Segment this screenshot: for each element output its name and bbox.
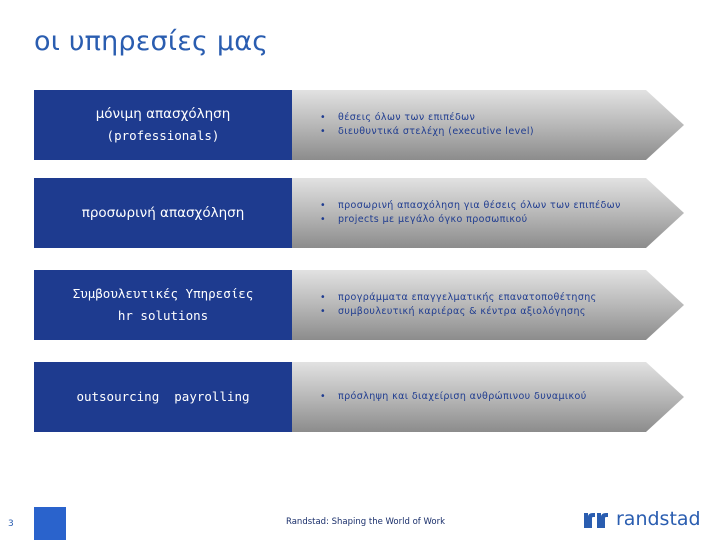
service-details xyxy=(320,90,534,160)
randstad-logo-icon xyxy=(584,510,608,528)
service-details xyxy=(320,362,587,432)
detail-item: • διευθυντικά στελέχη (executive level) xyxy=(320,126,535,137)
footer-text: Randstad: Shaping the World of Work xyxy=(286,517,446,527)
detail-item: • προσωρινή απασχόληση για θέσεις όλων των επιπέδων xyxy=(320,200,621,211)
logo-text: randstad xyxy=(616,508,701,530)
service-label-line: Συμβουλευτικές Υπηρεσίες xyxy=(72,286,254,301)
bullet-dot-icon: • xyxy=(320,112,327,123)
bullet-dot-icon: • xyxy=(320,391,327,402)
bullet-dot-icon: • xyxy=(320,292,327,303)
detail-item: • συμβουλευτική καριέρας & κέντρα αξιολόγησης xyxy=(320,306,586,317)
detail-item: • προγράμματα επαγγελματικής επανατοποθέτησης xyxy=(320,292,597,303)
bullet-dot-icon: • xyxy=(320,214,327,225)
service-box xyxy=(34,178,292,248)
service-label-line: μόνιμη απασχόληση xyxy=(95,106,231,122)
service-box xyxy=(34,270,292,340)
detail-item: • πρόσληψη και διαχείριση ανθρώπινου δυναμικού xyxy=(320,391,587,402)
bullet-dot-icon: • xyxy=(320,126,327,137)
service-row-temporary xyxy=(34,178,684,248)
service-box xyxy=(34,362,292,432)
detail-item: • projects με μεγάλο όγκο προσωπικού xyxy=(320,214,528,225)
page-number-strip xyxy=(0,507,34,540)
service-label-line: προσωρινή απασχόληση xyxy=(81,205,245,221)
page-number: 3 xyxy=(8,519,14,529)
service-details xyxy=(320,178,621,248)
bullet-dot-icon: • xyxy=(320,306,327,317)
service-box xyxy=(34,90,292,160)
service-row-outsourcing xyxy=(34,362,684,432)
service-row-consulting xyxy=(34,270,684,340)
page-number-box xyxy=(0,507,66,540)
detail-item: • θέσεις όλων των επιπέδων xyxy=(320,112,476,123)
service-label-line: (professionals) xyxy=(106,128,220,143)
page-title: οι υπηρεσίες μας xyxy=(34,26,269,57)
bullet-dot-icon: • xyxy=(320,200,327,211)
service-label-line: outsourcing payrolling xyxy=(76,389,250,404)
service-row-permanent xyxy=(34,90,684,160)
service-label-line: hr solutions xyxy=(117,308,209,323)
service-details xyxy=(320,270,597,340)
randstad-logo xyxy=(584,506,701,532)
